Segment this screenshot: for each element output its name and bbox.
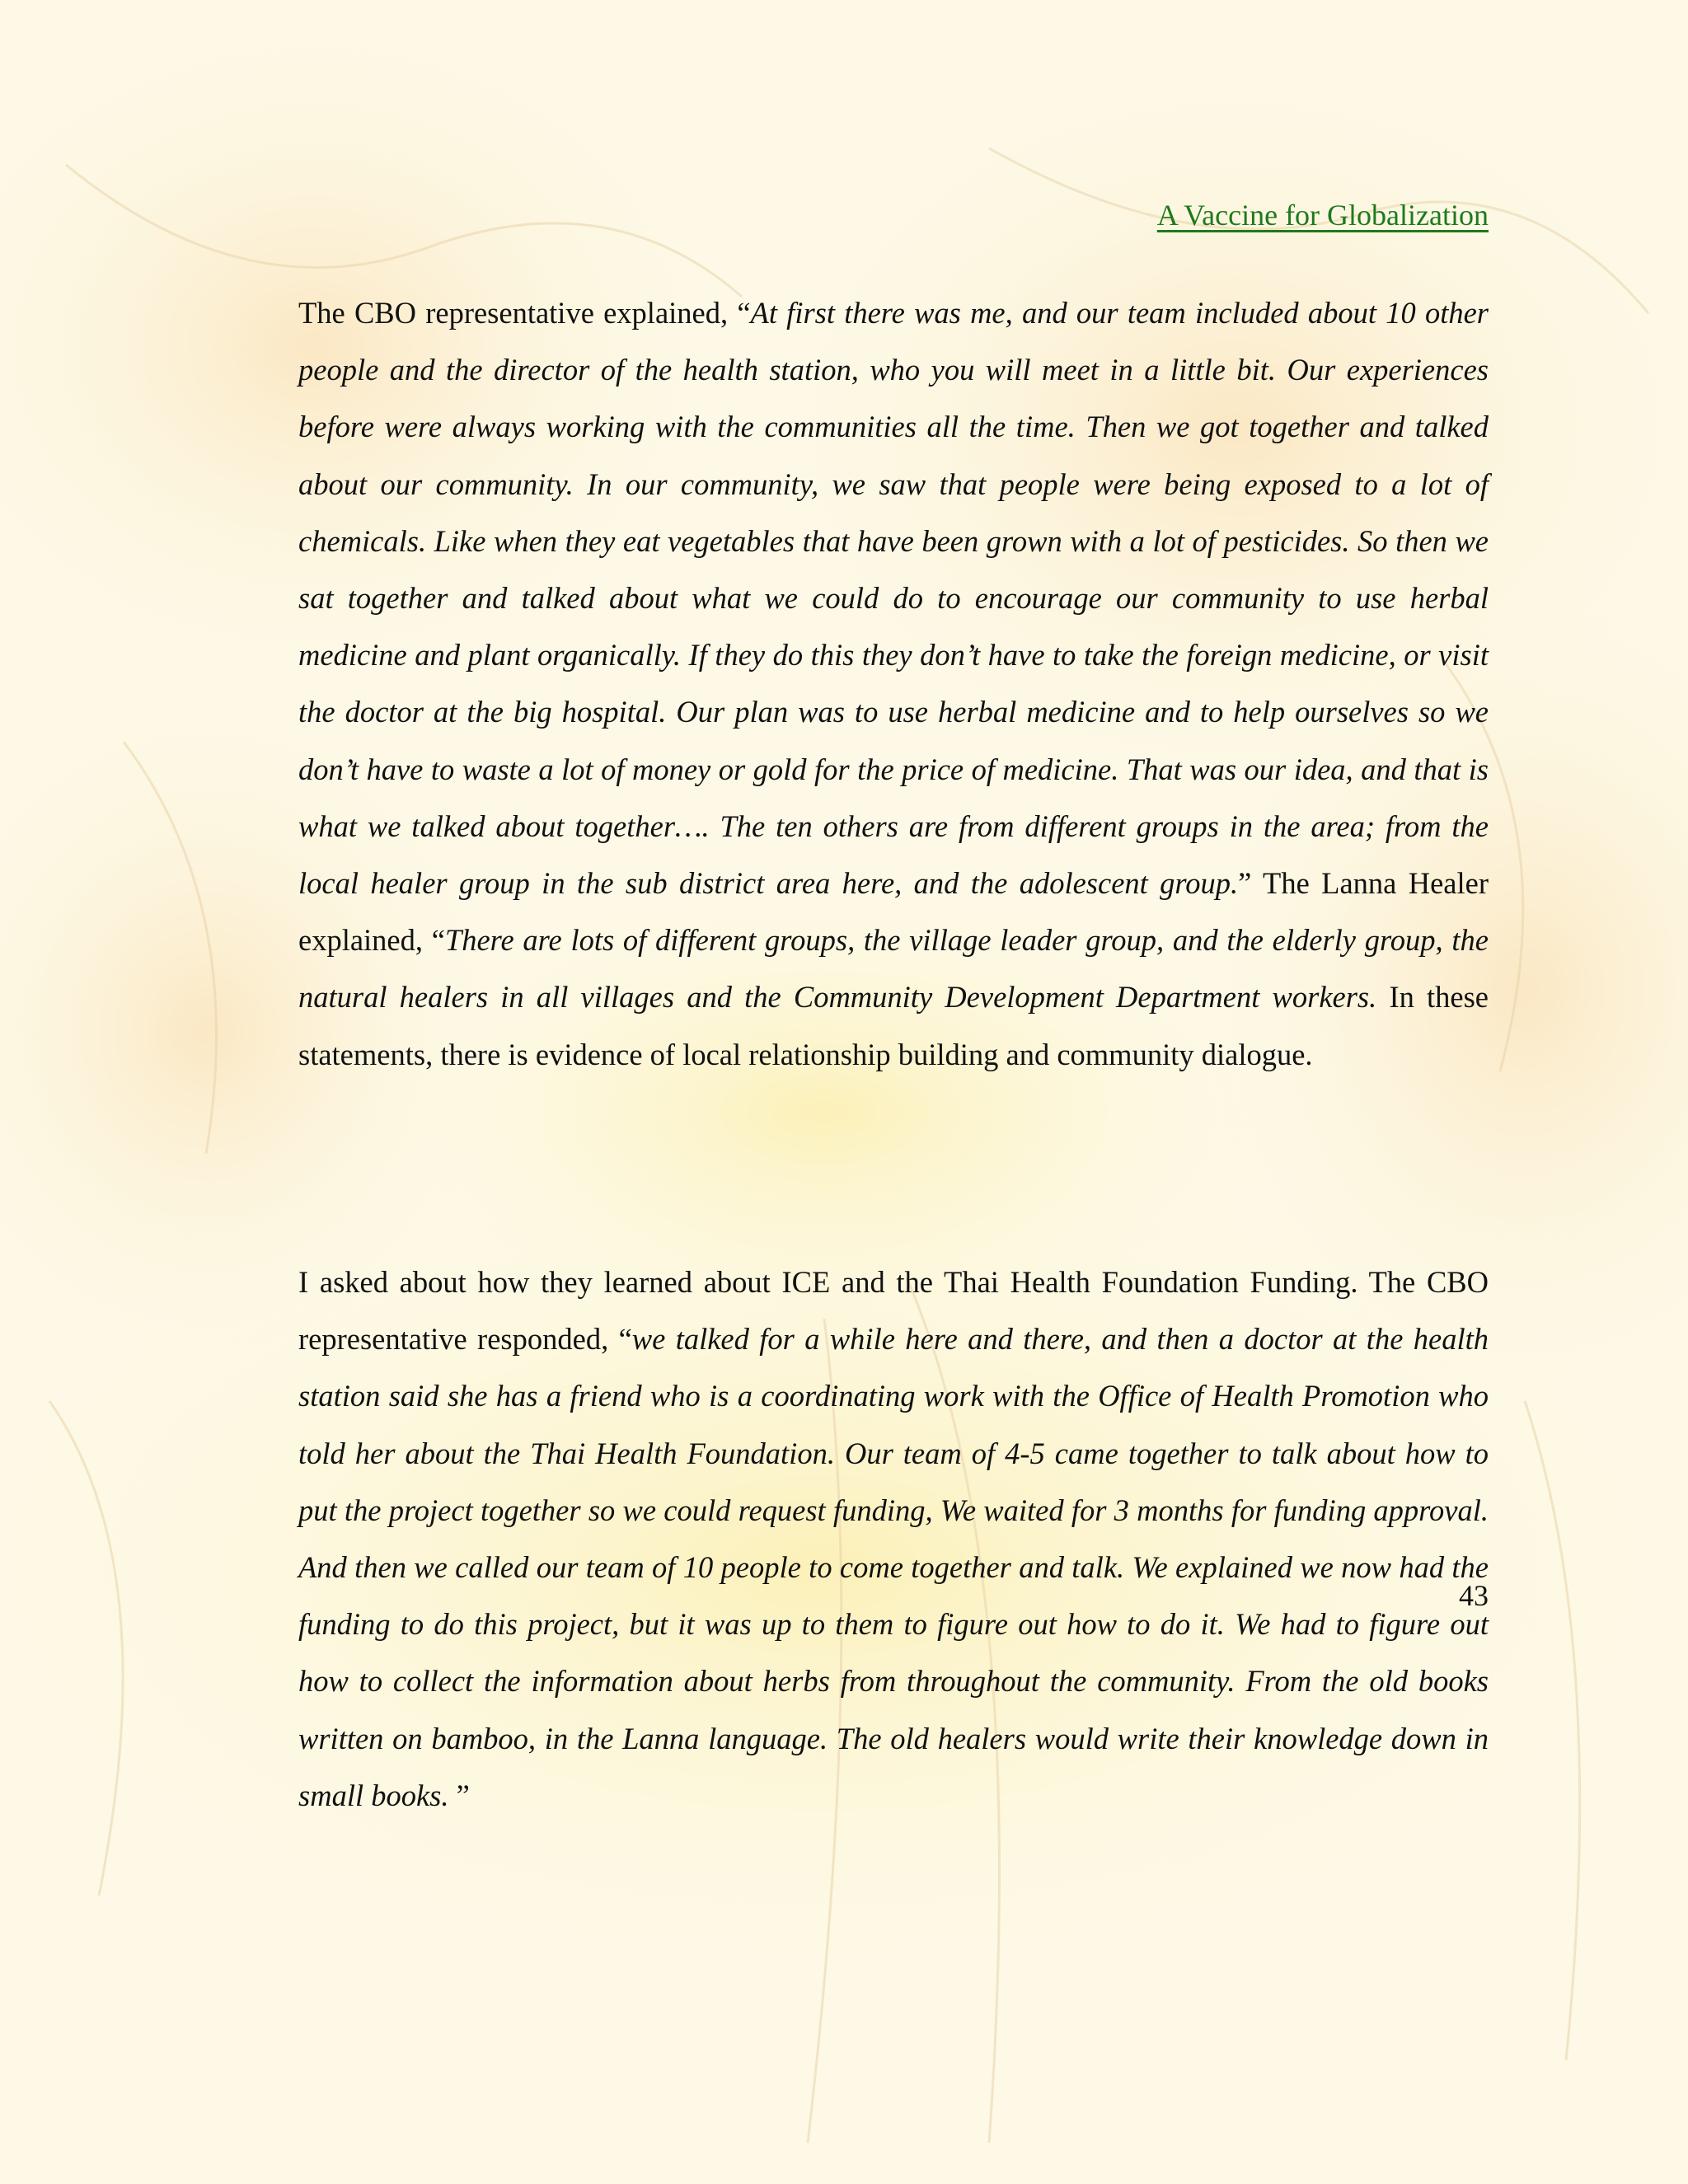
paragraph-1-text-c: In these statements, there is evidence of local relationship building and community dialogue. [298, 980, 1489, 1071]
paragraph-2-text-a: I asked about how they learned about ICE and the Thai Health Foundation Funding. The CBO representative responded, “ [298, 1265, 1489, 1357]
body-paragraph-1 [298, 284, 1489, 1083]
body-paragraph-2 [298, 1254, 1489, 1824]
paragraph-1-text-b: ” The Lanna Healer explained, “ [298, 866, 1489, 958]
paragraph-1-quote-cbo: At first there was me, and our team included about 10 other people and the director of the health station, who you will meet in a little bit. Our experiences before were always working with the communities all the time. Then we got together and talked about our community. In our community, we saw that people were being exposed to a lot of chemicals. Like when they eat vegetables that have been grown with a lot of pesticides. So then we sat together and talked about what we could do to encourage our community to use herbal medicine and plant organically. If they do this they don’t have to take the foreign medicine, or visit the doctor at the big hospital. Our plan was to use herbal medicine and to help ourselves so we don’t have to waste a lot of money or gold for the price of medicine. That was our idea, and that is what we talked about together…. The ten others are from different groups in the area; from the local healer group in the sub district area here, and the adolescent group. [298, 296, 1489, 901]
paragraph-2-text-b: ” [456, 1778, 470, 1812]
paragraph-1-quote-lanna-healer: There are lots of different groups, the village leader group, and the elderly group, the natural healers in all villages and the Community Development Department workers. [298, 923, 1489, 1015]
page-number: 43 [1459, 1579, 1489, 1612]
paragraph-1-text-a: The CBO representative explained, “ [298, 296, 751, 330]
paragraph-2-quote-cbo: we talked for a while here and there, and then a doctor at the health station said she has a friend who is a coordinating work with the Office of Health Promotion who told her about the Thai Health Foundation. Our team of 4-5 came together to talk about how to put the project together so we could request funding, We waited for 3 months for funding approval. And then we called our team of 10 people to come together and talk. We explained we now had the funding to do this project, but it was up to them to figure out how to do it. We had to figure out how to collect the information about herbs from throughout the community. From the old books written on bamboo, in the Lanna language. The old healers would write their knowledge down in small books. [298, 1322, 1489, 1812]
running-header-title: A Vaccine for Globalization [1156, 199, 1489, 232]
